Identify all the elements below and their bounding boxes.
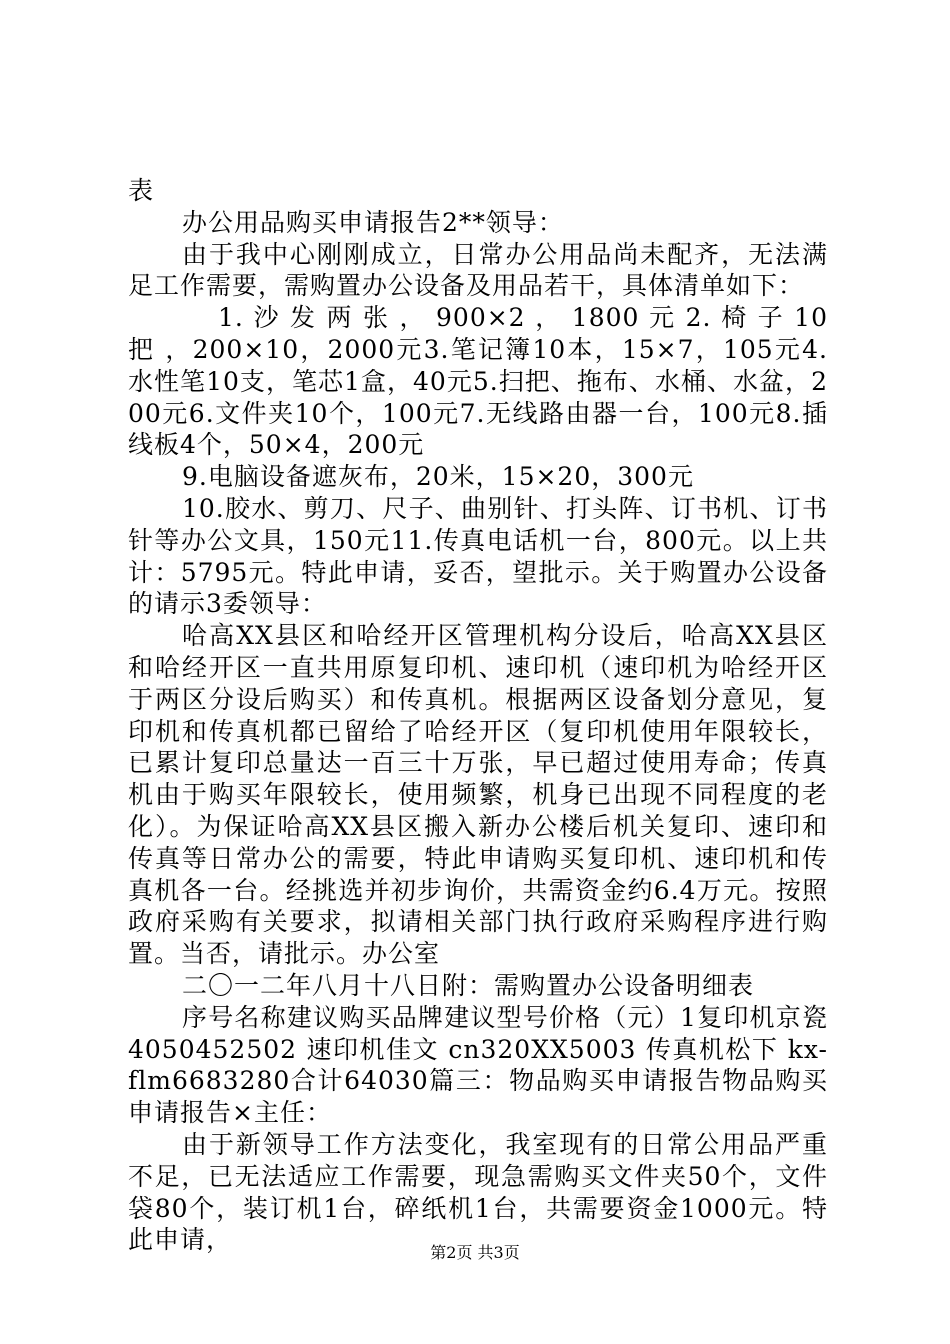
paragraph-report-title: 办公用品购买申请报告2**领导： [182,207,564,237]
paragraph-item-list: 1. 沙 发 两 张 ， 900×2 ， 1800 元 2. 椅 子 10 把 ，200×10，2000元3.笔记簿10本，15×7，105元4.水性笔10支，笔芯1盒，40元5.扫把、拖布、水桶、水盆，200元6.文件夹10个，100元7.无线路由器一台，100元8.插线板4个，50×4，200元 [128,303,828,460]
paragraph-item-10-total: 10.胶水、剪刀、尺子、曲别针、打头阵、订书机、订书针等办公文具，150元11.传真电话机一台，800元。以上共计：5795元。特此申请，妥否，望批示。关于购置办公设备的请示3委领导： [128,493,828,619]
document-body [128,175,828,1256]
paragraph-date-attachment: 二〇一二年八月十八日附：需购置办公设备明细表 [182,970,755,1000]
paragraph-supplies-request: 由于新领导工作方法变化，我室现有的日常公用品严重不足，已无法适应工作需要，现急需购买文件夹50个，文件袋80个，装订机1台，碎纸机1台，共需要资金1000元。特此申请， [128,1129,828,1255]
paragraph-intro: 由于我中心刚刚成立，日常办公用品尚未配齐，无法满足工作需要，需购置办公设备及用品若干，具体清单如下： [128,239,828,301]
paragraph-item-9: 9.电脑设备遮灰布，20米，15×20，300元 [182,462,694,492]
paragraph-heading-tail: 表 [128,176,155,205]
paragraph-equipment-table: 序号名称建议购买品牌建议型号价格（元）1复印机京瓷4050452502 速印机佳文 cn320XX5003 传真机松下 kx-flm6683280合计64030篇三：物品购买申请报告物品购买申请报告×主任： [128,1002,828,1128]
page-footer: 第2页 共3页 [430,1243,520,1262]
paragraph-equipment-request: 哈高XX县区和哈经开区管理机构分设后，哈高XX县区和哈经开区一直共用原复印机、速印机（速印机为哈经开区于两区分设后购买）和传真机。根据两区设备划分意见，复印机和传真机都已留给了哈经开区（复印机使用年限较长，已累计复印总量达一百三十万张，早已超过使用寿命；传真机由于购买年限较长，使用频繁，机身已出现不同程度的老化）。为保证哈高XX县区搬入新办公楼后机关复印、速印和传真等日常办公的需要，特此申请购买复印机、速印机和传真机各一台。经挑选并初步询价，共需资金约6.4万元。按照政府采购有关要求，拟请相关部门执行政府采购程序进行购置。当否，请批示。办公室 [128,621,828,969]
